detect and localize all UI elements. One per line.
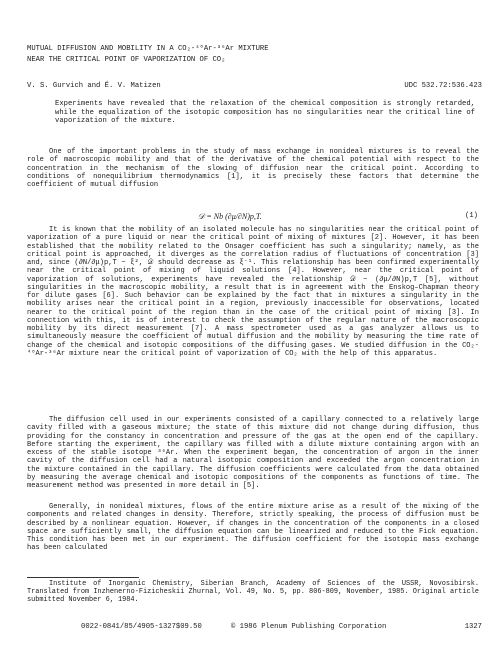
paragraph-2: It is known that the mobility of an isolated molecule has no singularities near the critical point of vaporization of a pure liquid or near the critical point of mixing of mixtures [2]. However, it has been established that the mobility related to the Onsager coefficient has such a singularity; namely, as the critical point is approached, it diverges as the correlation radius of fluctuations of concentration [3] and, since (∂N/∂μ)p,T ~ ξ², 𝒟 should decrease as ξ⁻¹. This relationship has been confirmed experimentally near the critical point of mixing of liquid solutions [4]. However, near the critical point of vaporization of solutions, experiments have revealed the relationship 𝒟 ~ (∂μ/∂N)p,T [5], without singularities in the macroscopic mobility, a result that is in agreement with the Enskog–Chapman theory for dilute gases [6]. Such behavior can be explained by the fact that in mixtures a singularity in the mobility arises near the critical point in a region, previously inaccessible for observations, located nearer to the critical point of the region than in the case of the critical point of mixing [3]. In connection with this, it is of interest to check the assumption of the regular nature of the macroscopic mobility by its direct measurement [7]. A mass spectrometer used as a gas analyzer allows us to simultaneously measure the coefficient of mutual diffusion and the mobility by measuring the time rate of change of the chemical and isotopic compositions of the diffusing gases. We studied diffusion in the CO₂-⁴⁰Ar-³⁶Ar mixture near the critical point of vaporization of CO₂ with the help of this apparatus. [27, 226, 479, 358]
paragraph-4: Generally, in nonideal mixtures, flows of the entire mixture arise as a result of the mixing of the components and related changes in density. Therefore, strictly speaking, the process of diffusion must be described by a nonlinear equation. However, if changes in the concentration of the components in a closed space are sufficiently small, the diffusion equation can be linearized and reduced to the Fick equation. This condition has been met in our experiment. The diffusion coefficient for the isotopic mass exchange has been calculated [27, 503, 479, 553]
article-title-line-2: NEAR THE CRITICAL POINT OF VAPORIZATION OF CO₂ [27, 56, 226, 64]
paragraph-1: One of the important problems in the study of mass exchange in nonideal mixtures is to reveal the role of macroscopic mobility and that of the derivative of the chemical potential with respect to the concentration in the mechanism of the slowing of diffusion near the critical point. According to conditions of nonequilibrium thermodynamics [1], it is precisely these factors that determine the coefficient of mutual diffusion [27, 148, 479, 189]
equation-number: (1) [465, 212, 478, 220]
paragraph-3: The diffusion cell used in our experiments consisted of a capillary connected to a relatively large cavity filled with a gaseous mixture; the state of this mixture did not change during diffusion, thus providing for the constancy in concentration and pressure of the gas at the open end of the capillary. Before starting the experiment, the capillary was filled with a dilute mixture containing argon with an excess of the stable isotope ³⁶Ar. When the experiment began, the concentration of argon in the inner cavity of the diffusion cell had a natural isotopic composition and exceeded the argon concentration in the mixture contained in the capillary. The diffusion coefficients were calculated from the data obtained by measuring the average chemical and isotopic compositions of the components as functions of time. The measurement method was presented in more detail in [5]. [27, 416, 479, 490]
issn-code: 0022-0841/85/4905-1327$09.50 [81, 623, 202, 631]
footnote-rule [27, 577, 139, 578]
author-line [27, 82, 482, 90]
abstract: Experiments have revealed that the relaxation of the chemical composition is strongly retarded, while the equalization of the isotopic composition has no singularities near the critical line of vaporization of the mixture. [55, 100, 475, 126]
equation-1: 𝒟 = Nb (∂μ/∂N)p,T. [198, 212, 262, 221]
footnote: Institute of Inorganic Chemistry, Siberian Branch, Academy of Sciences of the USSR, Novosibirsk. Translated from Inzhenerno-Fizicheskii Zhurnal, Vol. 49, No. 5, pp. 806-809, November, 1985. Original article submitted November 6, 1984. [27, 580, 479, 604]
article-title-line-1: MUTUAL DIFFUSION AND MOBILITY IN A CO₂-⁴⁰Ar-³⁶Ar MIXTURE [27, 45, 269, 53]
authors: V. S. Gurvich and É. V. Matizen [27, 82, 161, 90]
page-number: 1327 [464, 623, 482, 631]
copyright-notice: © 1986 Plenum Publishing Corporation [231, 623, 387, 631]
udc-code: UDC 532.72:536.423 [404, 82, 482, 90]
